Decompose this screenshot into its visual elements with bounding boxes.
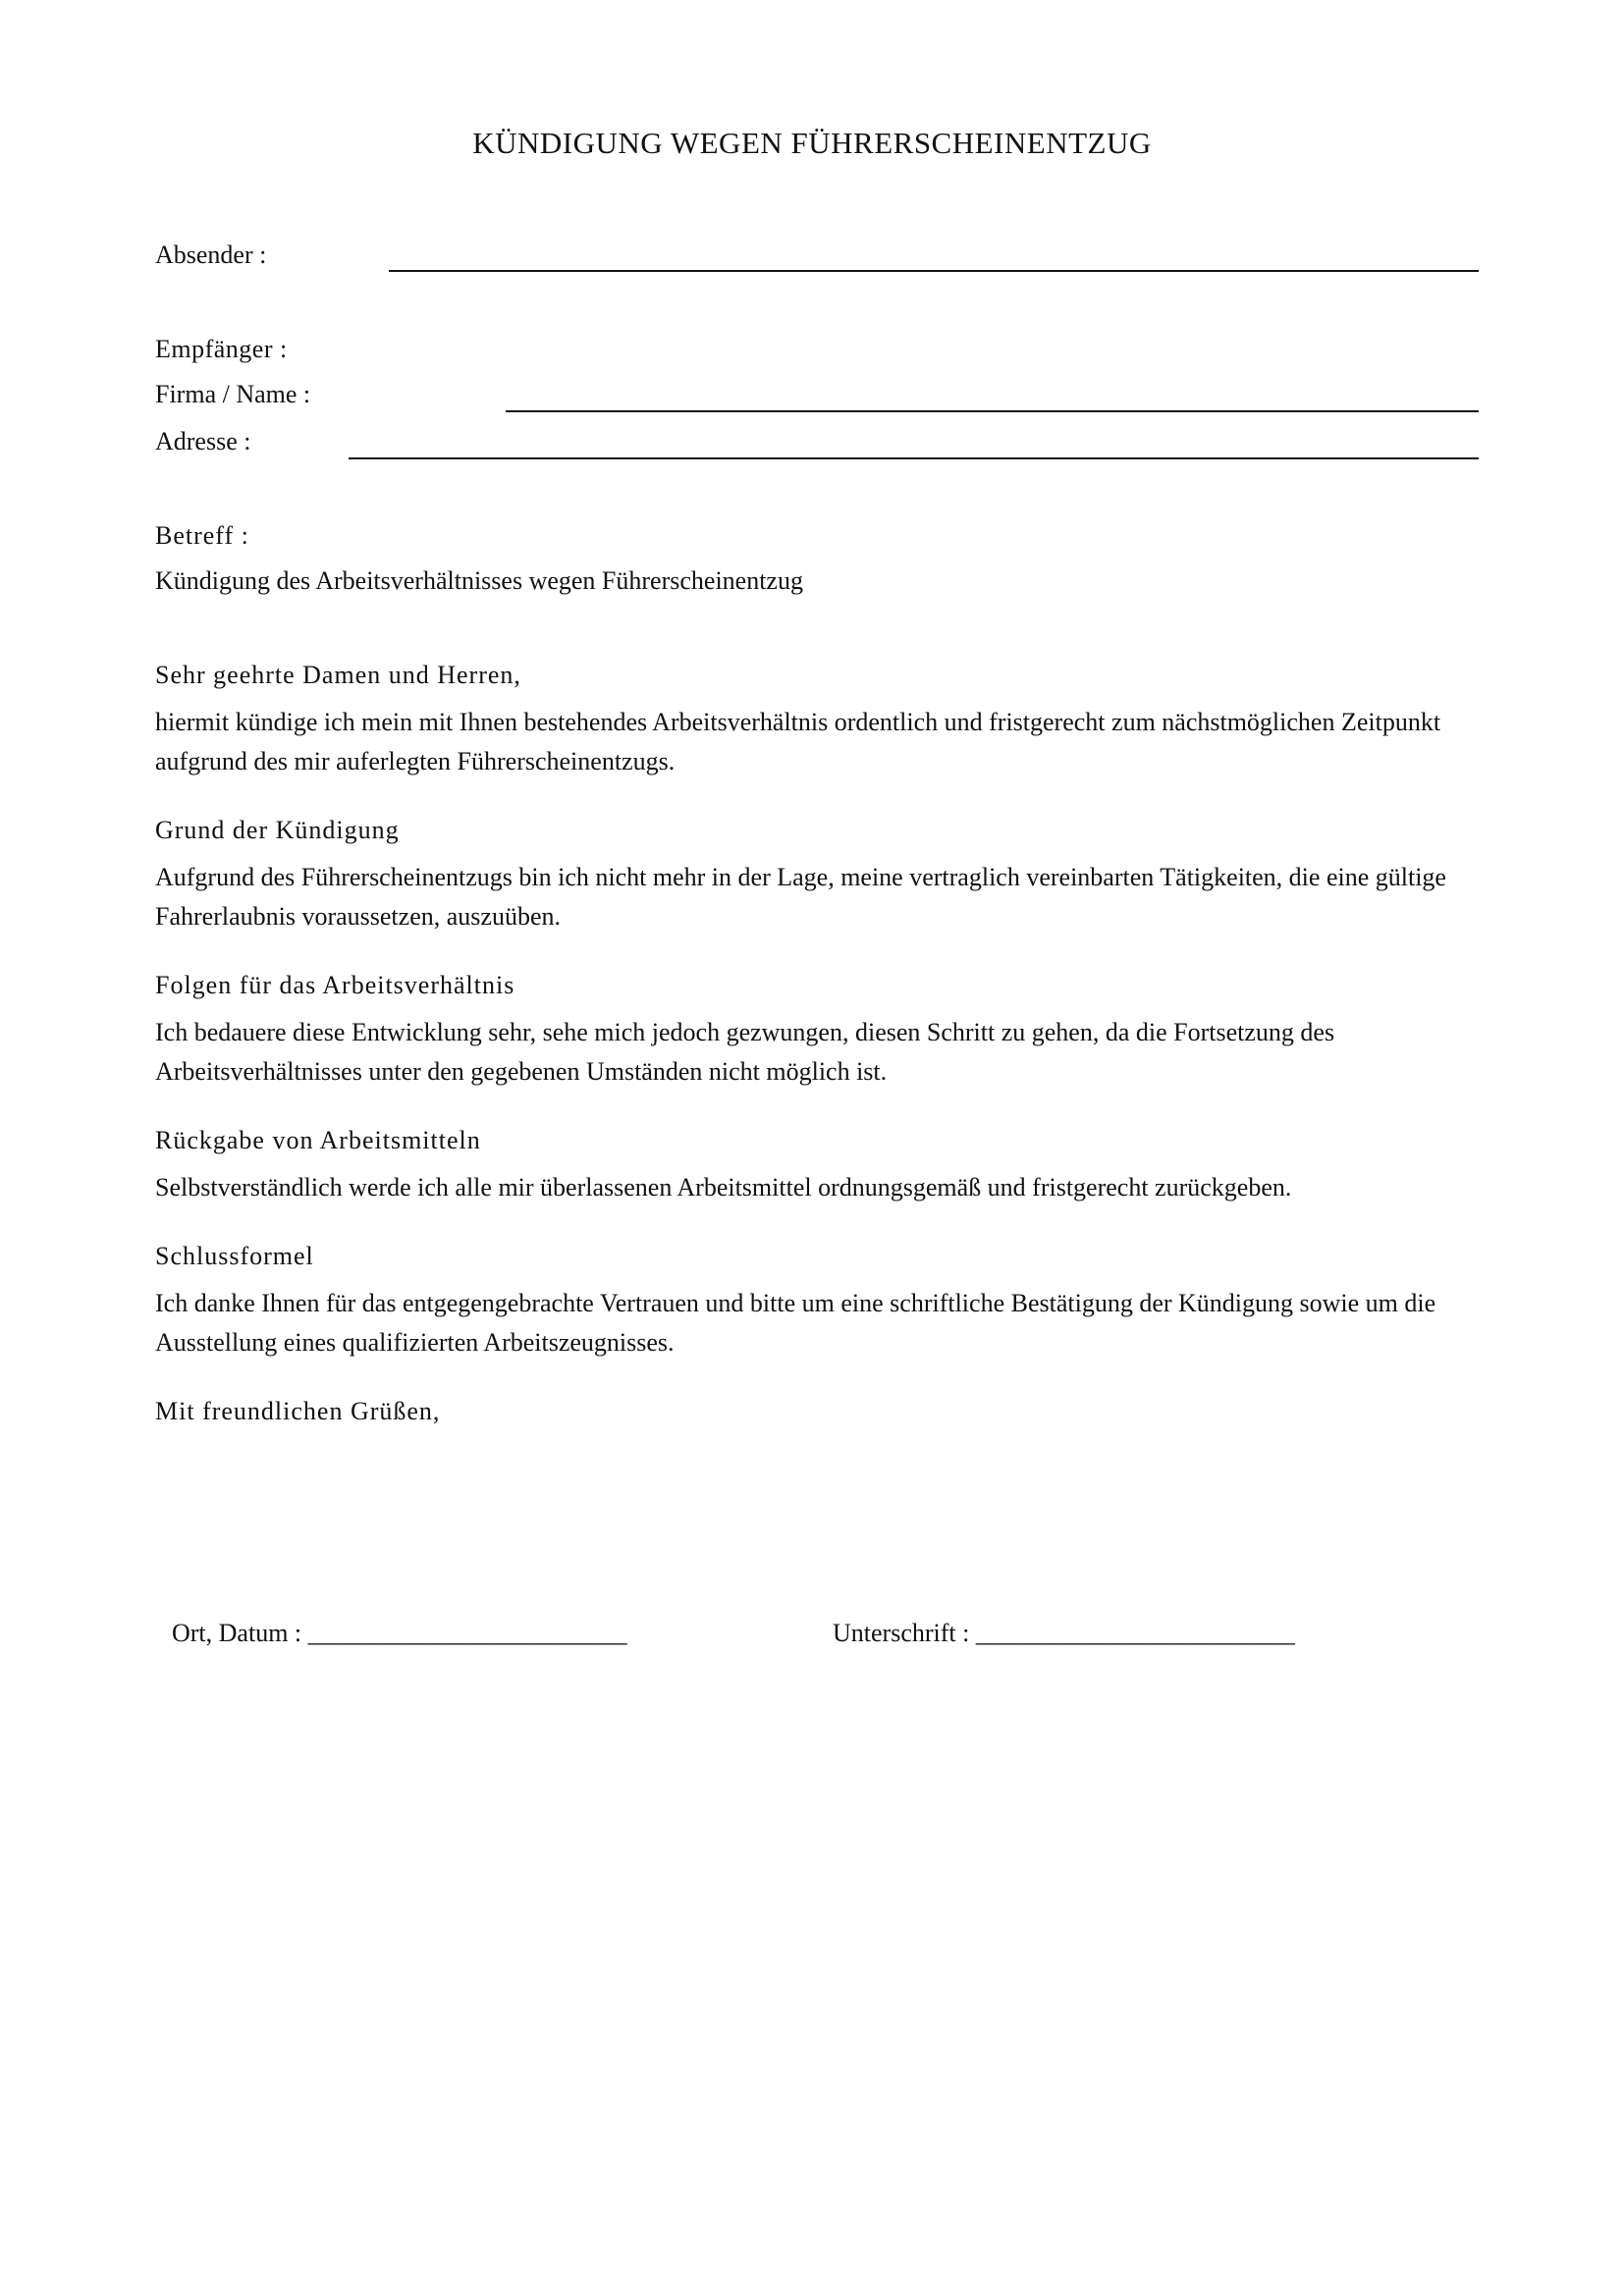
address-line	[349, 457, 1479, 459]
address-label: Adresse :	[155, 427, 251, 455]
sender-label: Absender :	[155, 240, 267, 269]
document-title: KÜNDIGUNG WEGEN FÜHRERSCHEINENTZUG	[472, 126, 1152, 160]
subject-label: Betreff :	[155, 521, 249, 550]
section-text-return: Selbstverständlich werde ich alle mir überlassenen Arbeitsmittel ordnungsgemäß und fristgerecht zurückgeben.	[155, 1173, 1292, 1201]
place-date-field: Ort, Datum : _________________________	[172, 1619, 627, 1647]
section-heading-closing: Schlussformel	[155, 1242, 314, 1270]
intro-paragraph: hiermit kündige ich mein mit Ihnen bestehendes Arbeitsverhältnis ordentlich und fristgerecht zum nächstmöglichen Zeitpunkt aufgrund des mir auferlegten Führerscheinentzugs.	[155, 708, 1441, 775]
subject-text: Kündigung des Arbeitsverhältnisses wegen Führerscheinentzug	[155, 566, 803, 595]
signature-field: Unterschrift : _________________________	[833, 1619, 1295, 1647]
company-line	[506, 410, 1479, 412]
section-text-closing: Ich danke Ihnen für das entgegengebrachte Vertrauen und bitte um eine schriftliche Bestätigung der Kündigung sowie um die Ausstellung eines qualifizierten Arbeitszeugnisses.	[155, 1289, 1436, 1357]
section-heading-reason: Grund der Kündigung	[155, 816, 400, 844]
closing-greeting: Mit freundlichen Grüßen,	[155, 1397, 441, 1425]
sender-line	[389, 270, 1479, 272]
section-heading-return: Rückgabe von Arbeitsmitteln	[155, 1126, 481, 1154]
section-text-reason: Aufgrund des Führerscheinentzugs bin ich nicht mehr in der Lage, meine vertraglich vereinbarten Tätigkeiten, die eine gültige Fahrerlaubnis voraussetzen, auszuüben.	[155, 863, 1446, 931]
section-text-consequences: Ich bedauere diese Entwicklung sehr, sehe mich jedoch gezwungen, diesen Schritt zu gehen, da die Fortsetzung des Arbeitsverhältnisses unter den gegebenen Umständen nicht möglich ist.	[155, 1018, 1335, 1086]
salutation: Sehr geehrte Damen und Herren,	[155, 661, 521, 689]
recipient-label: Empfänger :	[155, 335, 288, 363]
company-label: Firma / Name :	[155, 380, 311, 408]
section-heading-consequences: Folgen für das Arbeitsverhältnis	[155, 971, 515, 999]
